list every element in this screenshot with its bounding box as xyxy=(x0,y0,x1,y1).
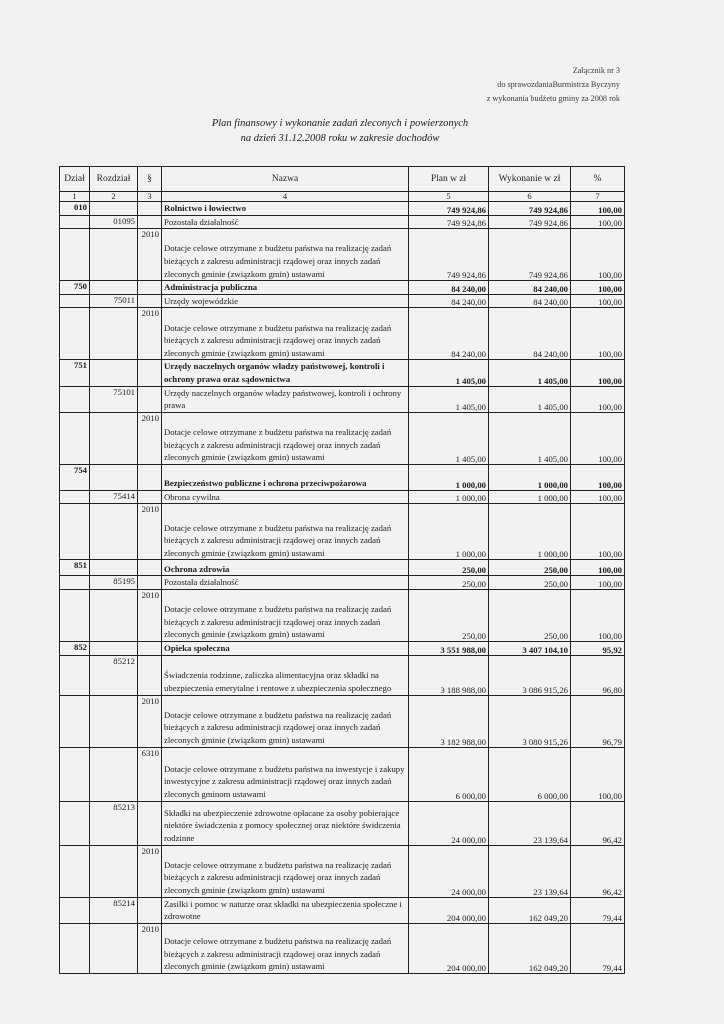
column-number: 1 xyxy=(60,192,90,202)
table-row xyxy=(60,589,625,641)
percent-cell: 79,44 xyxy=(571,897,625,923)
dzial-cell xyxy=(60,589,90,641)
execution-cell: 749 924,86 xyxy=(489,229,571,281)
dzial-cell xyxy=(60,490,90,504)
percent-cell: 100,00 xyxy=(571,229,625,281)
rozdzial-cell xyxy=(90,560,138,576)
plan-cell: 3 551 988,00 xyxy=(409,641,489,655)
execution-cell: 23 139,64 xyxy=(489,801,571,845)
dzial-cell xyxy=(60,308,90,360)
execution-cell: 84 240,00 xyxy=(489,281,571,295)
table-row xyxy=(60,215,625,229)
rozdzial-cell xyxy=(90,281,138,295)
execution-cell: 749 924,86 xyxy=(489,202,571,216)
column-header: % xyxy=(571,167,625,192)
plan-cell: 1 405,00 xyxy=(409,386,489,412)
table-row xyxy=(60,386,625,412)
percent-cell: 100,00 xyxy=(571,386,625,412)
percent-cell: 100,00 xyxy=(571,360,625,386)
rozdzial-cell xyxy=(90,308,138,360)
table-row xyxy=(60,845,625,897)
name-cell: Zasiłki i pomoc w naturze oraz składki na ubezpieczenia społeczne i zdrowotne xyxy=(162,897,409,923)
name-cell: Dotacje celowe otrzymane z budżetu państwa na realizację zadań bieżących z zakresu administracji rządowej oraz innych zadań zleconych gminie (związkom gmin) ustawami xyxy=(162,504,409,560)
rozdzial-cell xyxy=(90,695,138,747)
name-cell: Obrona cywilna xyxy=(162,490,409,504)
table-row xyxy=(60,801,625,845)
dzial-cell xyxy=(60,655,90,695)
paragraph-cell xyxy=(138,897,162,923)
rozdzial-cell: 85213 xyxy=(90,801,138,845)
percent-cell: 100,00 xyxy=(571,560,625,576)
dzial-cell xyxy=(60,576,90,590)
execution-cell: 749 924,86 xyxy=(489,215,571,229)
execution-cell: 23 139,64 xyxy=(489,845,571,897)
name-cell: Dotacje celowe otrzymane z budżetu państwa na realizację zadań bieżących z zakresu administracji rządowej oraz innych zadań zleconych gminie (związkom gmin) ustawami xyxy=(162,589,409,641)
percent-cell: 100,00 xyxy=(571,747,625,801)
paragraph-cell: 2010 xyxy=(138,504,162,560)
column-number: 3 xyxy=(138,192,162,202)
dzial-cell xyxy=(60,294,90,308)
percent-cell: 100,00 xyxy=(571,464,625,490)
dzial-cell xyxy=(60,504,90,560)
name-cell: Dotacje celowe otrzymane z budżetu państwa na realizację zadań bieżących z zakresu administracji rządowej oraz innych zadań zleconych gminie (związkom gmin) ustawami xyxy=(162,308,409,360)
dzial-cell: 751 xyxy=(60,360,90,386)
attachment-line: Załącznik nr 3 xyxy=(572,66,620,75)
name-cell: Dotacje celowe otrzymane z budżetu państwa na realizację zadań bieżących z zakresu administracji rządowej oraz innych zadań zleconych gminie (związkom gmin) ustawami xyxy=(162,695,409,747)
paragraph-cell xyxy=(138,490,162,504)
percent-cell: 96,79 xyxy=(571,695,625,747)
plan-cell: 6 000,00 xyxy=(409,747,489,801)
column-number: 5 xyxy=(409,192,489,202)
dzial-cell: 852 xyxy=(60,641,90,655)
dzial-cell xyxy=(60,801,90,845)
paragraph-cell: 2010 xyxy=(138,412,162,464)
name-cell: Dotacje celowe otrzymane z budżetu państwa na realizację zadań bieżących z zakresu administracji rządowej oraz innych zadań zleconych gminie (związkom gmin) ustawami xyxy=(162,845,409,897)
column-header: § xyxy=(138,167,162,192)
percent-cell: 96,42 xyxy=(571,801,625,845)
rozdzial-cell xyxy=(90,641,138,655)
column-header: Wykonanie w zł xyxy=(489,167,571,192)
rozdzial-cell xyxy=(90,923,138,973)
rozdzial-cell xyxy=(90,845,138,897)
execution-cell: 1 405,00 xyxy=(489,386,571,412)
rozdzial-cell xyxy=(90,464,138,490)
percent-cell: 100,00 xyxy=(571,589,625,641)
paragraph-cell: 2010 xyxy=(138,308,162,360)
dzial-cell xyxy=(60,923,90,973)
column-number: 2 xyxy=(90,192,138,202)
rozdzial-cell xyxy=(90,747,138,801)
name-cell: Rolnictwo i łowiectwo xyxy=(162,202,409,216)
execution-cell: 1 405,00 xyxy=(489,360,571,386)
dzial-cell xyxy=(60,897,90,923)
column-header: Dział xyxy=(60,167,90,192)
table-row xyxy=(60,897,625,923)
paragraph-cell: 6310 xyxy=(138,747,162,801)
dzial-cell xyxy=(60,695,90,747)
table-row xyxy=(60,504,625,560)
attachment-line: z wykonania budżetu gminy za 2008 rok xyxy=(486,94,620,103)
plan-cell: 204 000,00 xyxy=(409,923,489,973)
execution-cell: 250,00 xyxy=(489,560,571,576)
execution-cell: 1 000,00 xyxy=(489,490,571,504)
dzial-cell: 750 xyxy=(60,281,90,295)
rozdzial-cell xyxy=(90,504,138,560)
execution-cell: 84 240,00 xyxy=(489,308,571,360)
table-body xyxy=(60,202,625,974)
rozdzial-cell xyxy=(90,360,138,386)
name-cell: Dotacje celowe otrzymane z budżetu państwa na realizację zadań bieżących z zakresu administracji rządowej oraz innych zadań zleconych gminie (związkom gmin) ustawami xyxy=(162,923,409,973)
paragraph-cell xyxy=(138,641,162,655)
paragraph-cell xyxy=(138,464,162,490)
percent-cell: 100,00 xyxy=(571,504,625,560)
percent-cell: 100,00 xyxy=(571,576,625,590)
table-row xyxy=(60,412,625,464)
rozdzial-cell: 75011 xyxy=(90,294,138,308)
percent-cell: 100,00 xyxy=(571,202,625,216)
execution-cell: 3 407 104,10 xyxy=(489,641,571,655)
table-row xyxy=(60,695,625,747)
plan-cell: 24 000,00 xyxy=(409,801,489,845)
plan-cell: 84 240,00 xyxy=(409,281,489,295)
rozdzial-cell: 75414 xyxy=(90,490,138,504)
rozdzial-cell xyxy=(90,589,138,641)
table-row xyxy=(60,923,625,973)
column-header: Plan w zł xyxy=(409,167,489,192)
plan-cell: 250,00 xyxy=(409,589,489,641)
name-cell: Urzędy naczelnych organów władzy państwowej, kontroli i ochrony prawa oraz sądownictwa xyxy=(162,360,409,386)
name-cell: Administracja publiczna xyxy=(162,281,409,295)
plan-cell: 749 924,86 xyxy=(409,229,489,281)
plan-cell: 3 188 988,00 xyxy=(409,655,489,695)
name-cell: Składki na ubezpieczenie zdrowotne opłacane za osoby pobierające niektóre świadczenia z pomocy społecznej oraz niektóre świdczenia rodzinne xyxy=(162,801,409,845)
paragraph-cell: 2010 xyxy=(138,229,162,281)
plan-cell: 250,00 xyxy=(409,560,489,576)
name-cell: Ochrona zdrowia xyxy=(162,560,409,576)
table-row xyxy=(60,576,625,590)
paragraph-cell xyxy=(138,202,162,216)
attachment-line: do sprawozdaniaBurmistrza Byczyny xyxy=(497,80,620,89)
table-row xyxy=(60,229,625,281)
name-cell: Pozostała działalność xyxy=(162,576,409,590)
execution-cell: 3 086 915,26 xyxy=(489,655,571,695)
rozdzial-cell: 01095 xyxy=(90,215,138,229)
percent-cell: 96,42 xyxy=(571,845,625,897)
paragraph-cell xyxy=(138,801,162,845)
execution-cell: 1 000,00 xyxy=(489,464,571,490)
plan-cell: 84 240,00 xyxy=(409,294,489,308)
rozdzial-cell xyxy=(90,412,138,464)
name-cell: Urzędy naczelnych organów władzy państwowej, kontroli i ochrony prawa xyxy=(162,386,409,412)
income-table xyxy=(59,166,625,974)
paragraph-cell xyxy=(138,560,162,576)
paragraph-cell: 2010 xyxy=(138,923,162,973)
name-cell: Bezpieczeństwo publiczne i ochrona przeciwpożarowa xyxy=(162,464,409,490)
rozdzial-cell xyxy=(90,202,138,216)
execution-cell: 162 049,20 xyxy=(489,897,571,923)
name-cell: Dotacje celowe otrzymane z budżetu państwa na inwestycje i zakupy inwestycyjne z zakresu administracji rządowej oraz innych zadań zleconych gminom ustawami xyxy=(162,747,409,801)
percent-cell: 96,80 xyxy=(571,655,625,695)
execution-cell: 162 049,20 xyxy=(489,923,571,973)
rozdzial-cell: 85214 xyxy=(90,897,138,923)
execution-cell: 1 000,00 xyxy=(489,504,571,560)
percent-cell: 100,00 xyxy=(571,412,625,464)
paragraph-cell xyxy=(138,281,162,295)
name-cell: Świadczenia rodzinne, zaliczka alimentacyjna oraz składki na ubezpieczenia emerytalne i rentowe z ubezpieczenia społecznego xyxy=(162,655,409,695)
column-number: 7 xyxy=(571,192,625,202)
plan-cell: 204 000,00 xyxy=(409,897,489,923)
table-row xyxy=(60,490,625,504)
dzial-cell: 010 xyxy=(60,202,90,216)
dzial-cell xyxy=(60,229,90,281)
plan-cell: 1 405,00 xyxy=(409,412,489,464)
table-row xyxy=(60,464,625,490)
paragraph-cell: 2010 xyxy=(138,845,162,897)
rozdzial-cell xyxy=(90,229,138,281)
rozdzial-cell: 85212 xyxy=(90,655,138,695)
plan-cell: 24 000,00 xyxy=(409,845,489,897)
plan-cell: 3 182 988,00 xyxy=(409,695,489,747)
dzial-cell xyxy=(60,412,90,464)
percent-cell: 79,44 xyxy=(571,923,625,973)
table-row xyxy=(60,360,625,386)
execution-cell: 84 240,00 xyxy=(489,294,571,308)
dzial-cell xyxy=(60,386,90,412)
table-row xyxy=(60,655,625,695)
column-number: 4 xyxy=(162,192,409,202)
paragraph-cell xyxy=(138,386,162,412)
percent-cell: 100,00 xyxy=(571,215,625,229)
name-cell: Pozostała działalność xyxy=(162,215,409,229)
paragraph-cell: 2010 xyxy=(138,695,162,747)
rozdzial-cell: 85195 xyxy=(90,576,138,590)
column-number-row xyxy=(60,192,625,202)
table-row xyxy=(60,202,625,216)
table-row xyxy=(60,747,625,801)
dzial-cell xyxy=(60,845,90,897)
dzial-cell xyxy=(60,215,90,229)
name-cell: Dotacje celowe otrzymane z budżetu państwa na realizację zadań bieżących z zakresu administracji rządowej oraz innych zadań zleconych gminie (związkom gmin) ustawami xyxy=(162,412,409,464)
execution-cell: 3 080 915,26 xyxy=(489,695,571,747)
paragraph-cell xyxy=(138,655,162,695)
plan-cell: 84 240,00 xyxy=(409,308,489,360)
percent-cell: 100,00 xyxy=(571,281,625,295)
name-cell: Dotacje celowe otrzymane z budżetu państwa na realizację zadań bieżących z zakresu administracji rządowej oraz innych zadań zleconych gminie (związkom gmin) ustawami xyxy=(162,229,409,281)
name-cell: Urzędy wojewódzkie xyxy=(162,294,409,308)
dzial-cell: 754 xyxy=(60,464,90,490)
plan-cell: 749 924,86 xyxy=(409,202,489,216)
plan-cell: 250,00 xyxy=(409,576,489,590)
execution-cell: 250,00 xyxy=(489,589,571,641)
paragraph-cell xyxy=(138,360,162,386)
paragraph-cell xyxy=(138,576,162,590)
plan-cell: 1 000,00 xyxy=(409,504,489,560)
percent-cell: 100,00 xyxy=(571,490,625,504)
title-line: Plan finansowy i wykonanie zadań zleconych i powierzonych xyxy=(211,118,469,129)
column-header: Rozdział xyxy=(90,167,138,192)
paragraph-cell xyxy=(138,215,162,229)
attachment-note xyxy=(487,64,620,106)
plan-cell: 1 000,00 xyxy=(409,490,489,504)
plan-cell: 749 924,86 xyxy=(409,215,489,229)
execution-cell: 6 000,00 xyxy=(489,747,571,801)
paragraph-cell: 2010 xyxy=(138,589,162,641)
dzial-cell: 851 xyxy=(60,560,90,576)
name-cell: Opieka społeczna xyxy=(162,641,409,655)
table-row xyxy=(60,308,625,360)
dzial-cell xyxy=(60,747,90,801)
table-row xyxy=(60,281,625,295)
document-title xyxy=(150,116,530,146)
plan-cell: 1 000,00 xyxy=(409,464,489,490)
percent-cell: 100,00 xyxy=(571,294,625,308)
title-line: na dzień 31.12.2008 roku w zakresie dochodów xyxy=(240,133,440,144)
column-number: 6 xyxy=(489,192,571,202)
plan-cell: 1 405,00 xyxy=(409,360,489,386)
rozdzial-cell: 75101 xyxy=(90,386,138,412)
table-row xyxy=(60,560,625,576)
percent-cell: 95,92 xyxy=(571,641,625,655)
table-row xyxy=(60,294,625,308)
paragraph-cell xyxy=(138,294,162,308)
column-header: Nazwa xyxy=(162,167,409,192)
header-row xyxy=(60,167,625,192)
table-row xyxy=(60,641,625,655)
execution-cell: 250,00 xyxy=(489,576,571,590)
percent-cell: 100,00 xyxy=(571,308,625,360)
execution-cell: 1 405,00 xyxy=(489,412,571,464)
